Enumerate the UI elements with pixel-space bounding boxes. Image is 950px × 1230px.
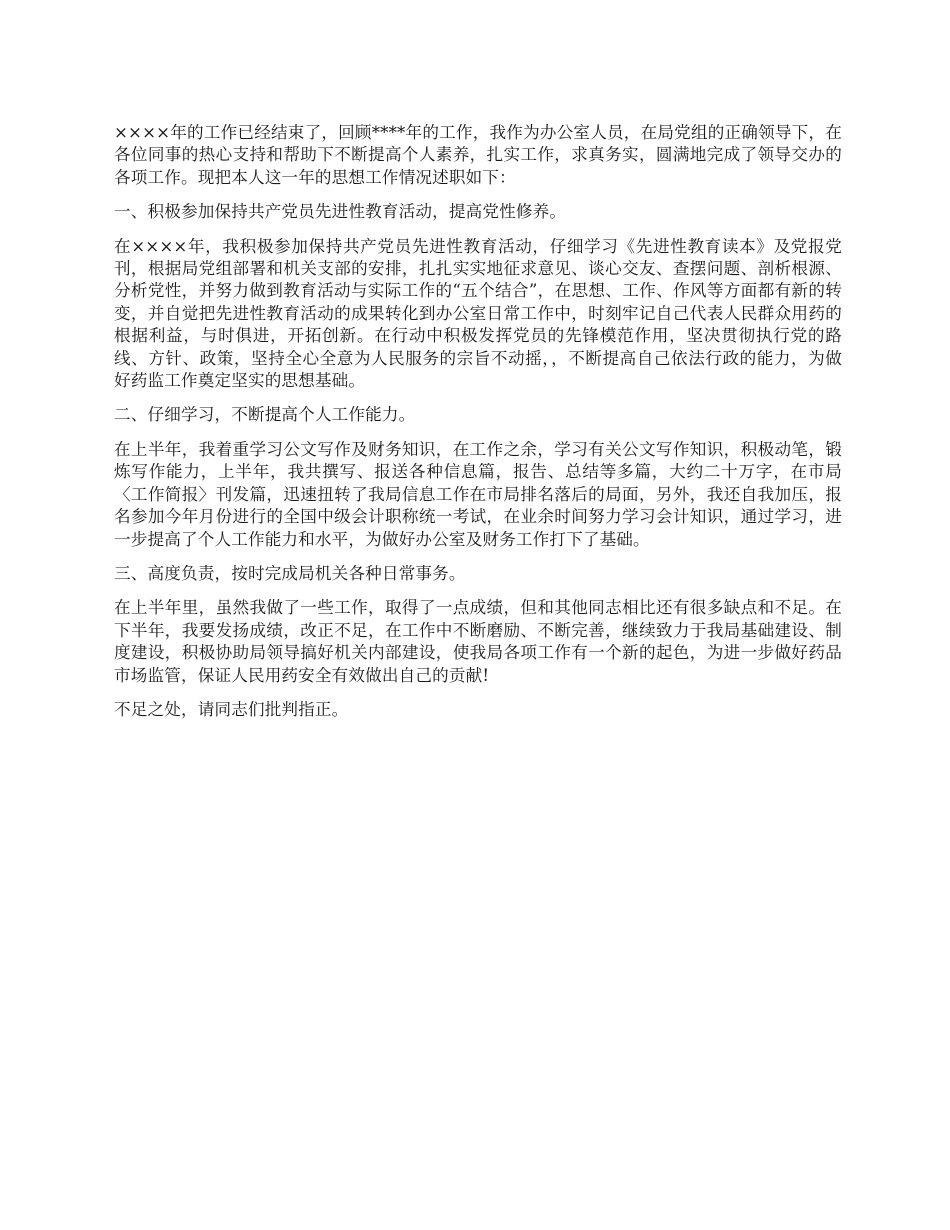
document-body xyxy=(114,122,842,733)
section-heading-2: 二、仔细学习，不断提高个人工作能力。 xyxy=(114,405,416,425)
closing-paragraph: 不足之处，请同志们批判指正。 xyxy=(114,699,349,719)
section-heading-1: 一、积极参加保持共产党员先进性教育活动，提高党性修养。 xyxy=(114,202,567,222)
section-paragraph-3: 在上半年里，虽然我做了一些工作，取得了一点成绩，但和其他同志相比还有很多缺点和不足。在下半年，我要发扬成绩，改正不足，在工作中不断磨励、不断完善，继续致力于我局基础建设、制度建设，积极协助局领导搞好机关内部建设，使我局各项工作有一个新的起色，为进一步做好药品市场监管，保证人民用药安全有效做出自己的贡献! xyxy=(114,598,842,685)
section-heading-3: 三、高度负责，按时完成局机关各种日常事务。 xyxy=(114,563,466,583)
section-paragraph-2: 在上半年，我着重学习公文写作及财务知识，在工作之余，学习有关公文写作知识，积极动笔，锻炼写作能力，上半年，我共撰写、报送各种信息篇，报告、总结等多篇，大约二十万字，在市局〈工作简报〉刊发篇，迅速扭转了我局信息工作在市局排名落后的局面，另外，我还自我加压，报名参加今年月份进行的全国中级会计职称统一考试，在业余时间努力学习会计知识，通过学习，进一步提高了个人工作能力和水平，为做好办公室及财务工作打下了基础。 xyxy=(114,439,842,549)
intro-paragraph: ××××年的工作已经结束了，回顾****年的工作，我作为办公室人员，在局党组的正确领导下，在各位同事的热心支持和帮助下不断提高个人素养，扎实工作，求真务实，圆满地完成了领导交办的各项工作。现把本人这一年的思想工作情况述职如下： xyxy=(114,123,842,187)
section-paragraph-1: 在××××年，我积极参加保持共产党员先进性教育活动，仔细学习《先进性教育读本》及党报党刊，根据局党组部署和机关支部的安排，扎扎实实地征求意见、谈心交友、查摆问题、剖析根源、分析党性，并努力做到教育活动与实际工作的“五个结合”，在思想、工作、作风等方面都有新的转变，并自觉把先进性教育活动的成果转化到办公室日常工作中，时刻牢记自己代表人民群众用药的根据利益，与时俱进，开拓创新。在行动中积极发挥党员的先锋模范作用，坚决贯彻执行党的路线、方针、政策，坚持全心全意为人民服务的宗旨不动摇，，不断提高自己依法行政的能力，为做好药监工作奠定坚实的思想基础。 xyxy=(114,236,842,391)
